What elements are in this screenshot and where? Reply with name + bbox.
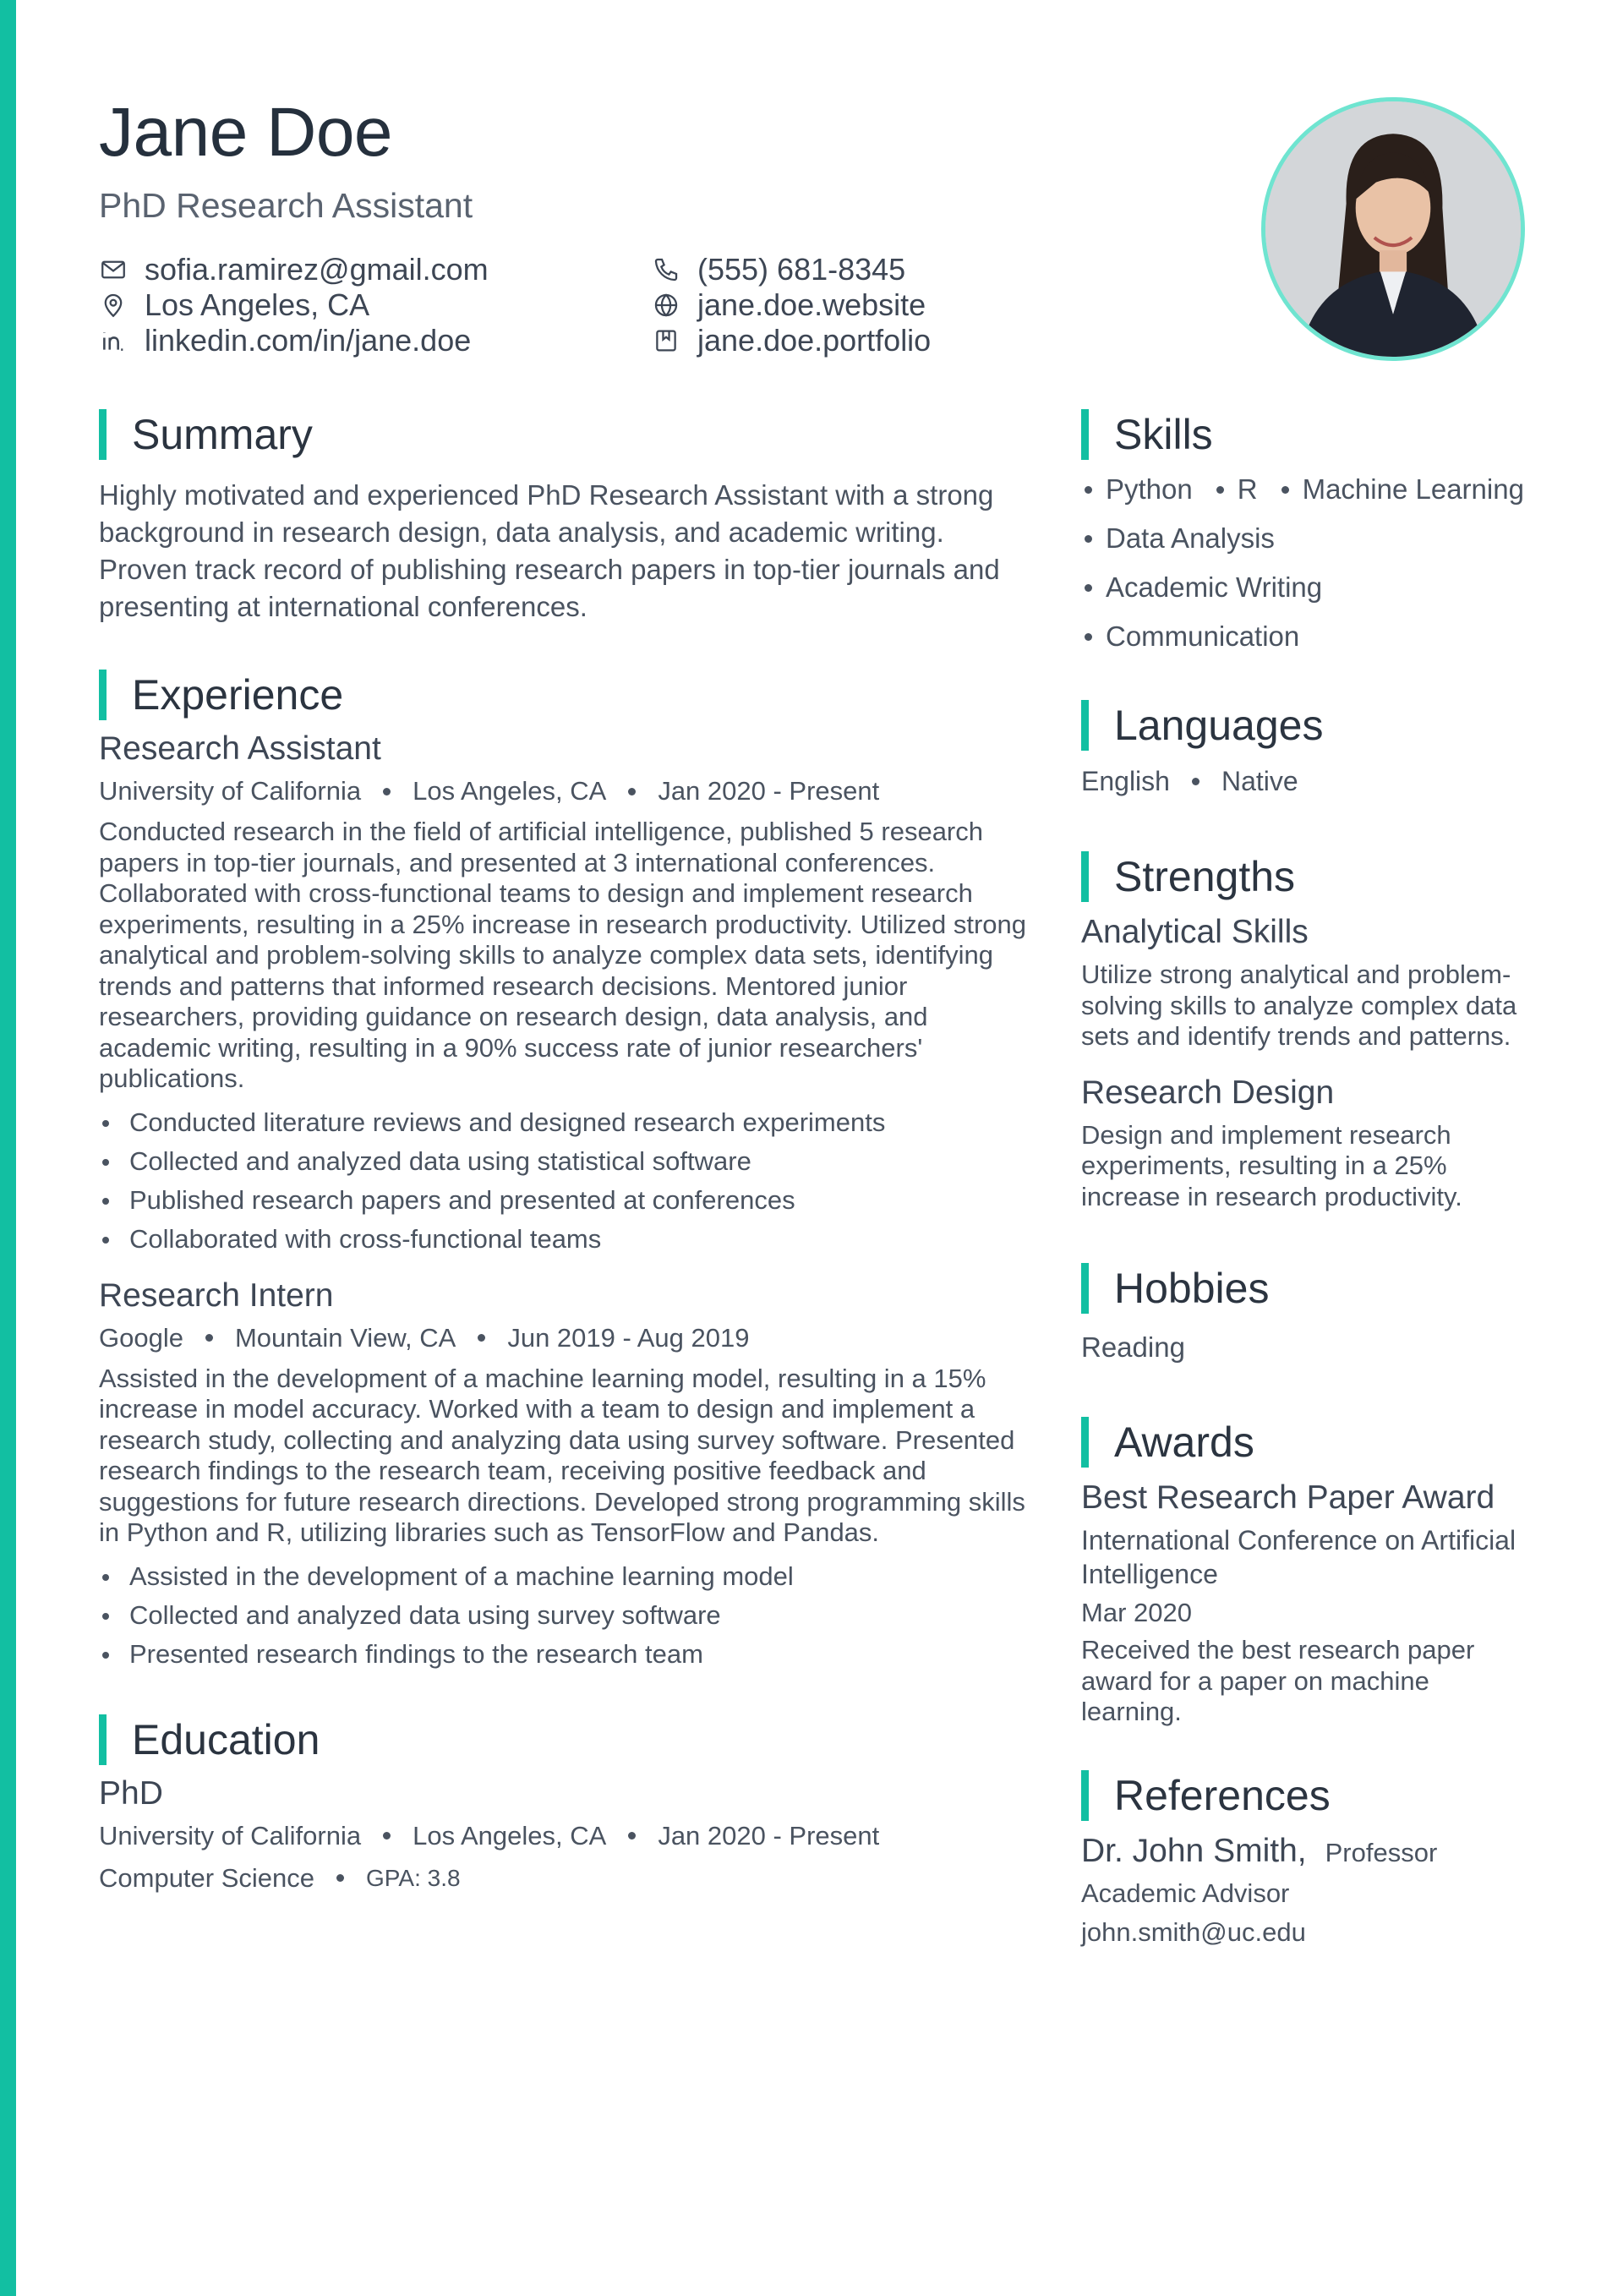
section-accent [1081,851,1089,902]
profile-photo [1261,97,1525,361]
language-entry [1081,766,1555,797]
reference-name: Dr. John Smith, [1081,1832,1307,1869]
separator-dot [383,1832,391,1840]
reference-entry [1081,1833,1555,1870]
section-accent [99,670,107,720]
hobby-text: Reading [1081,1331,1185,1363]
section-accent [1081,1263,1089,1314]
contact-email[interactable]: sofia.ramirez@gmail.com [99,252,489,287]
list-item: Presented research findings to the research team [99,1635,1041,1674]
list-item: Published research papers and presented at conferences [99,1181,1041,1220]
award-title: Best Research Paper Award [1081,1479,1495,1516]
hobbies-section [1081,1263,1555,1366]
skill-tag: Machine Learning [1278,473,1524,506]
separator-dot [628,1832,636,1840]
separator-dot [383,788,391,795]
school: University of California [99,1820,362,1850]
strength-title: Research Design [1081,1074,1335,1111]
skill-tag: Communication [1081,620,1299,653]
section-accent [1081,700,1089,751]
contact-location: Los Angeles, CA [99,287,369,323]
separator-dot [336,1874,344,1882]
section-heading: Awards [1114,1419,1254,1466]
field-of-study: Computer Science [99,1862,315,1893]
contact-website[interactable]: jane.doe.website [652,287,926,323]
section-heading: Hobbies [1114,1265,1270,1312]
languages-section [1081,700,1555,797]
list-item: Conducted literature reviews and designed research experiments [99,1103,1041,1142]
skill-tag: Python [1081,473,1193,506]
strengths-section [1081,851,1555,1212]
section-heading: References [1114,1771,1331,1819]
award-date: Mar 2020 [1081,1598,1192,1627]
awards-section [1081,1417,1555,1728]
degree: PhD [99,1774,163,1812]
accent-bar [0,0,16,2296]
job-entry [99,730,1041,1259]
strength-text: Utilize strong analytical and problem-solving skills to analyze complex data sets and identify trends and patterns. [1081,959,1517,1051]
list-item: Collected and analyzed data using survey software [99,1596,1041,1635]
contact-phone[interactable]: (555) 681-8345 [652,252,905,287]
award-org: International Conference on Artificial Intelligence [1081,1525,1516,1589]
job-location: Los Angeles, CA [413,776,607,806]
summary-text: Highly motivated and experienced PhD Research Assistant with a strong background in research design, data analysis, and academic writing. Proven track record of publishing research papers in top-tier journals and presenting at international conferences. [99,479,1000,622]
strength-text: Design and implement research experiments, resulting in a 25% increase in research productivity. [1081,1119,1462,1211]
experience-section [99,670,1041,1674]
map-pin-icon [99,291,128,320]
reference-relation: Academic Advisor [1081,1878,1290,1908]
section-heading: Experience [132,671,344,719]
education-dates: Jan 2020 - Present [658,1820,880,1850]
job-org: University of California [99,776,362,806]
list-item: Collected and analyzed data using statistical software [99,1142,1041,1181]
candidate-name: Jane Doe [99,94,393,171]
separator-dot [478,1334,485,1342]
education-meta [99,1821,1041,1851]
references-section [1081,1770,1555,1949]
skill-tag: Data Analysis [1081,522,1275,555]
section-heading: Skills [1114,411,1213,458]
job-dates: Jan 2020 - Present [658,776,880,806]
contact-linkedin[interactable]: linkedin.com/in/jane.doe [99,323,471,358]
skills-list [1081,465,1555,661]
skill-tag: Academic Writing [1081,571,1322,604]
section-accent [1081,1417,1089,1468]
job-bullets [99,1557,1041,1674]
section-heading: Strengths [1114,853,1296,900]
award-text: Received the best research paper award for a paper on machine learning. [1081,1635,1475,1726]
section-accent [1081,409,1089,460]
section-heading: Languages [1114,702,1324,749]
job-title: Research Intern [99,1276,334,1314]
linkedin-icon [99,326,128,355]
skill-tag: R [1213,473,1258,506]
language-level: Native [1221,766,1298,796]
reference-email[interactable]: john.smith@uc.edu [1081,1916,1306,1947]
list-item: Assisted in the development of a machine learning model [99,1557,1041,1596]
education-details [99,1863,1041,1894]
gpa: GPA: 3.8 [366,1864,461,1891]
bookmark-icon [652,326,680,355]
strength-title: Analytical Skills [1081,914,1309,950]
mail-icon [99,255,128,284]
left-column [99,409,1041,1894]
section-accent [1081,1770,1089,1821]
reference-role: Professor [1325,1837,1438,1867]
job-description: Conducted research in the field of artificial intelligence, published 5 research papers in top-tier journals, and presented at 3 international conferences. Collaborated with cross-functional teams to design and implement research experiments, resulting in a 25% increase in research productivity. Utilized strong analytical and problem-solving skills to analyze complex data sets, identifying trends and patterns that informed research decisions. Mentored junior researchers, providing guidance on research design, data analysis, and academic writing, resulting in a 90% success rate of junior researchers' publications. [99,817,1026,1093]
job-org: Google [99,1322,183,1353]
job-meta [99,776,1041,806]
job-meta [99,1323,1041,1353]
skills-section [1081,409,1555,661]
globe-icon [652,291,680,320]
section-accent [99,1714,107,1765]
phone-icon [652,255,680,284]
language-name: English [1081,766,1170,796]
candidate-title: PhD Research Assistant [99,186,473,225]
separator-dot [1192,778,1199,785]
education-section [99,1714,1041,1894]
section-heading: Summary [132,411,313,458]
school-location: Los Angeles, CA [413,1820,607,1850]
job-entry [99,1277,1041,1674]
job-description: Assisted in the development of a machine learning model, resulting in a 15% increase in model accuracy. Worked with a team to design and implement a research study, collecting and analyzing data using survey software. Presented research findings to the research team, receiving positive feedback and suggestions for future research directions. Developed strong programming skills in Python and R, utilizing libraries such as TensorFlow and Pandas. [99,1363,1025,1547]
right-column [1081,409,1555,1949]
job-location: Mountain View, CA [234,1322,456,1353]
list-item: Collaborated with cross-functional teams [99,1220,1041,1259]
job-bullets [99,1103,1041,1259]
summary-section [99,409,1041,626]
section-accent [99,409,107,460]
separator-dot [205,1334,213,1342]
separator-dot [628,788,636,795]
job-title: Research Assistant [99,730,381,767]
job-dates: Jun 2019 - Aug 2019 [507,1322,750,1353]
contact-portfolio[interactable]: jane.doe.portfolio [652,323,931,358]
section-heading: Education [132,1715,320,1763]
